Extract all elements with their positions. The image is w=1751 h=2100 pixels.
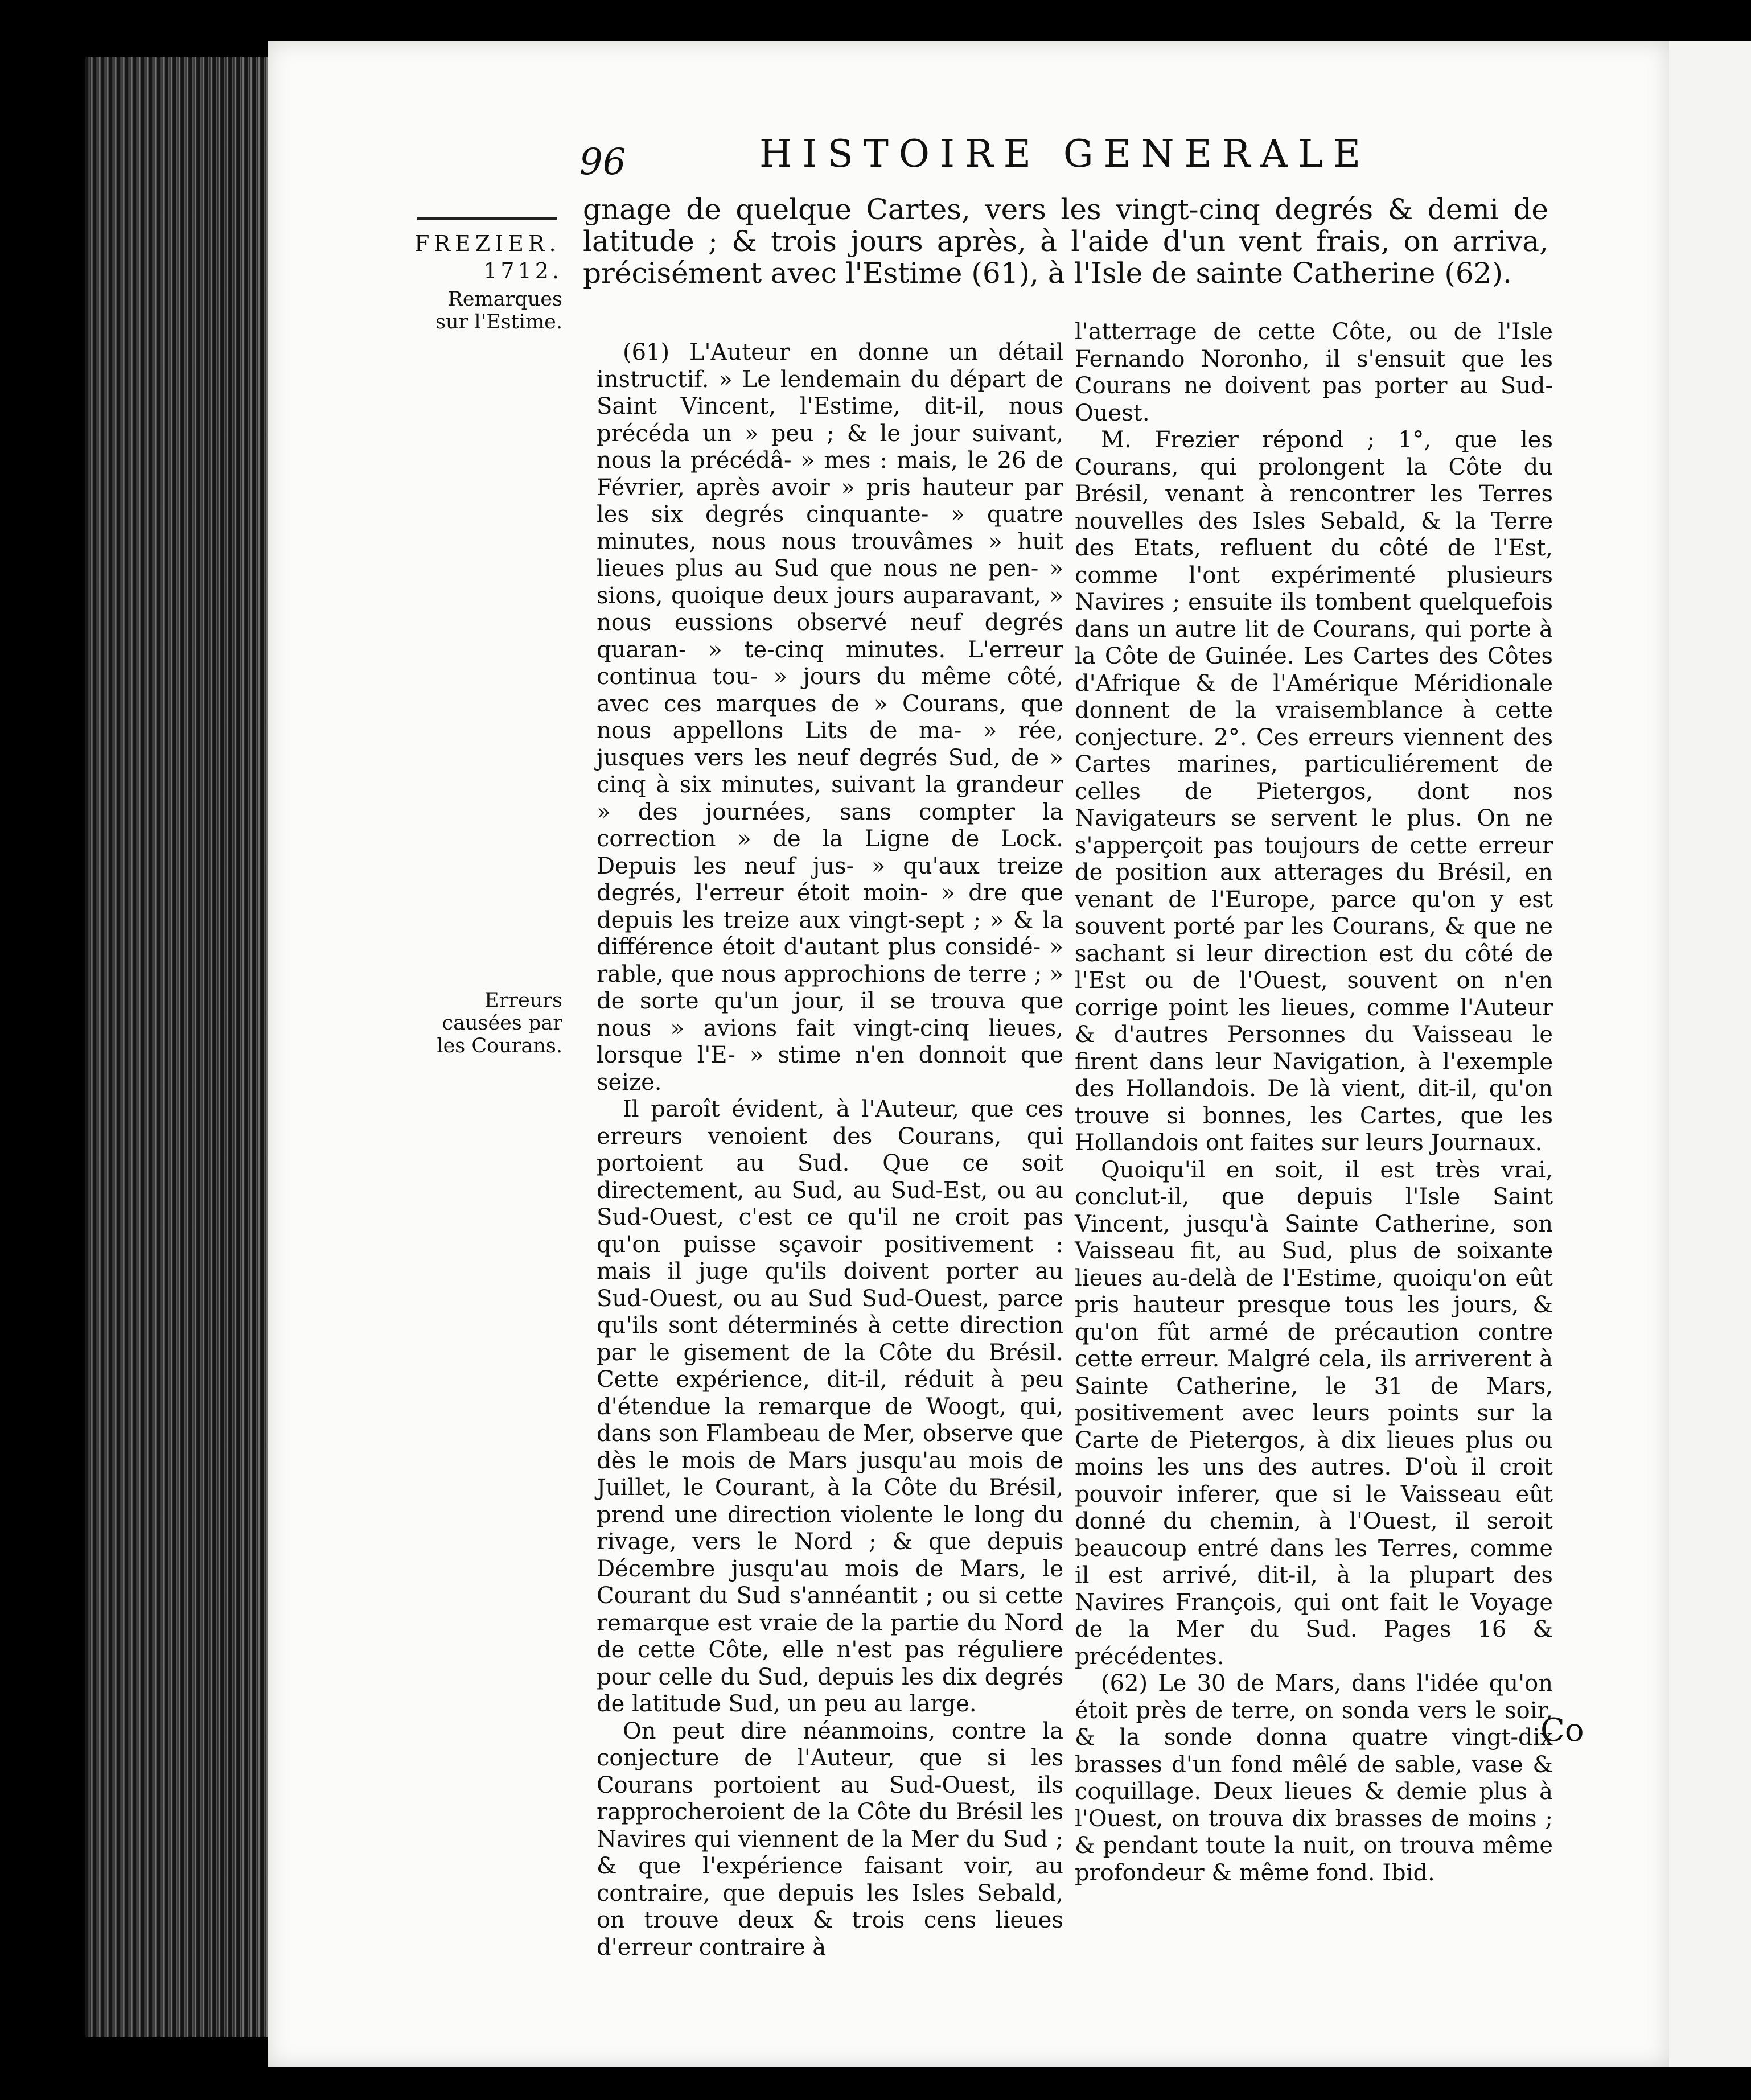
left-para-1: (61) L'Auteur en donne un détail instructif. » Le lendemain du départ de Saint Vincent, l'Estime, dit-il, nous précéda un » peu ; & le jour suivant, nous la précédâ- » mes : mais, le 26 de Février, après avoir » pris hauteur par les six degrés cinquante- » quatre minutes, nous nous trouvâmes » huit lieues plus au Sud que nous ne pen- » sions, quoique deux jours auparavant, » nous eussions observé neuf degrés quaran- » te-cinq minutes. L'erreur continua tou- » jours du même côté, avec ces marques de » Courans, que nous appellons Lits de ma- » rée, jusques vers les neuf degrés Sud, de » cinq à six minutes, suivant la grandeur » des journées, sans compter la correction » de la Ligne de Lock. Depuis les neuf jus- » qu'aux treize degrés, l'erreur étoit moin- » dre que depuis les treize aux vingt-sept ; » & la différence étoit d'autant plus considé- » rable, que nous approchions de terre ; » de sorte qu'un jour, il se trouva que nous » avions fait vingt-cinq lieues, lorsque l'E- » stime n'en donnoit que seize. bbox=[597, 339, 1063, 1096]
margin-note-remarques: Remarques sur l'Estime. bbox=[435, 288, 562, 333]
intro-text: gnage de quelque Cartes, vers les vingt-cinq degrés & demi de latitude ; & trois jours après, à l'aide d'un vent frais, on arriva, précisément avec l'Estime (61), à l'Isle de sainte Catherine (62). bbox=[583, 193, 1548, 290]
intro-paragraph bbox=[583, 193, 1548, 289]
page-number: 96 bbox=[579, 141, 626, 183]
right-para-4: (62) Le 30 de Mars, dans l'idée qu'on étoit près de terre, on sonda vers le soir, & la sonde donna quatre vingt-dix brasses d'un fond mêlé de sable, vase & coquillage. Deux lieues & demie plus à l'Ouest, on trouva dix brasses de moins ; & pendant toute la nuit, on trouva même profondeur & même fond. Ibid. bbox=[1075, 1670, 1553, 1886]
margin-note-year: 1712. bbox=[483, 258, 562, 283]
book-edge bbox=[85, 57, 268, 2037]
running-head: HISTOIRE GENERALE bbox=[759, 132, 1371, 176]
left-column bbox=[597, 339, 1063, 1961]
left-para-3: On peut dire néanmoins, contre la conjecture de l'Auteur, que si les Courans portoient au Sud-Ouest, ils rapprocheroient de la Côte du Brésil les Navires qui viennent de la Mer du Sud ; & que l'expérience faisant voir, au contraire, que depuis les Isles Sebald, on trouve deux & trois cens lieues d'erreur contraire à bbox=[597, 1718, 1063, 1961]
margin-note-author: FREZIER. bbox=[414, 231, 561, 256]
margin-rule bbox=[417, 217, 557, 220]
right-para-2: M. Frezier répond ; 1°, que les Courans, qui prolongent la Côte du Brésil, venant à rencontrer les Terres nouvelles des Isles Sebald, & la Terre des Etats, refluent du côté de l'Est, comme l'ont expérimenté plusieurs Navires ; ensuite ils tombent quelquefois dans un autre lit de Courans, qui porte à la Côte de Guinée. Les Cartes des Côtes d'Afrique & de l'Amérique Méridionale donnent de la vraisemblance à cette conjecture. 2°. Ces erreurs viennent des Cartes marines, particuliérement de celles de Pietergos, dont nos Navigateurs se servent le plus. On ne s'apperçoit pas toujours de cette erreur de position aux atterages du Brésil, en venant de l'Europe, parce qu'on y est souvent porté par les Courans, & que ne sachant si leur direction est du côté de l'Est ou de l'Ouest, souvent on n'en corrige point les lieues, comme l'Auteur & d'autres Personnes du Vaisseau le firent dans leur Navigation, à l'exemple des Hollandois. De là vient, dit-il, qu'on trouve si bonnes, les Cartes, que les Hollandois ont faites sur leurs Journaux. bbox=[1075, 427, 1553, 1156]
right-column bbox=[1075, 319, 1553, 1887]
catchword: Co bbox=[1540, 1712, 1584, 1749]
right-para-1: l'atterrage de cette Côte, ou de l'Isle Fernando Noronho, il s'ensuit que les Courans ne doivent pas porter au Sud-Ouest. bbox=[1075, 319, 1553, 426]
left-para-2: Il paroît évident, à l'Auteur, que ces erreurs venoient des Courans, qui portoient au Sud. Que ce soit directement, au Sud, au Sud-Est, ou au Sud-Ouest, c'est ce qu'il ne croit pas qu'on puisse sçavoir positivement : mais il juge qu'ils doivent porter au Sud-Ouest, ou au Sud Sud-Ouest, parce qu'ils sont déterminés à cette direction par le gisement de la Côte du Brésil. Cette expérience, dit-il, réduit à peu d'étendue la remarque de Woogt, qui, dans son Flambeau de Mer, observe que dès le mois de Mars jusqu'au mois de Juillet, le Courant, à la Côte du Brésil, prend une direction violente le long du rivage, vers le Nord ; & que depuis Décembre jusqu'au mois de Mars, le Courant du Sud s'annéantit ; ou si cette remarque est vraie de la partie du Nord de cette Côte, elle n'est pas réguliere pour celle du Sud, depuis les dix degrés de latitude Sud, un peu au large. bbox=[597, 1096, 1063, 1717]
margin-note-erreurs: Erreurs causées par les Courans. bbox=[437, 989, 562, 1057]
right-para-3: Quoiqu'il en soit, il est très vrai, conclut-il, que depuis l'Isle Saint Vincent, jusqu'à Sainte Catherine, son Vaisseau fit, au Sud, plus de soixante lieues au-delà de l'Estime, quoiqu'on eût pris hauteur presque tous les jours, & qu'on fût armé de précaution contre cette erreur. Malgré cela, ils arriverent à Sainte Catherine, le 31 de Mars, positivement avec leurs points sur la Carte de Pietergos, à dix lieues plus ou moins les uns des autres. D'où il croit pouvoir inferer, que si le Vaisseau eût donné du chemin, à l'Ouest, il seroit beaucoup entré dans les Terres, comme il est arrivé, dit-il, à la plupart des Navires François, qui ont fait le Voyage de la Mer du Sud. Pages 16 & précédentes. bbox=[1075, 1156, 1553, 1670]
